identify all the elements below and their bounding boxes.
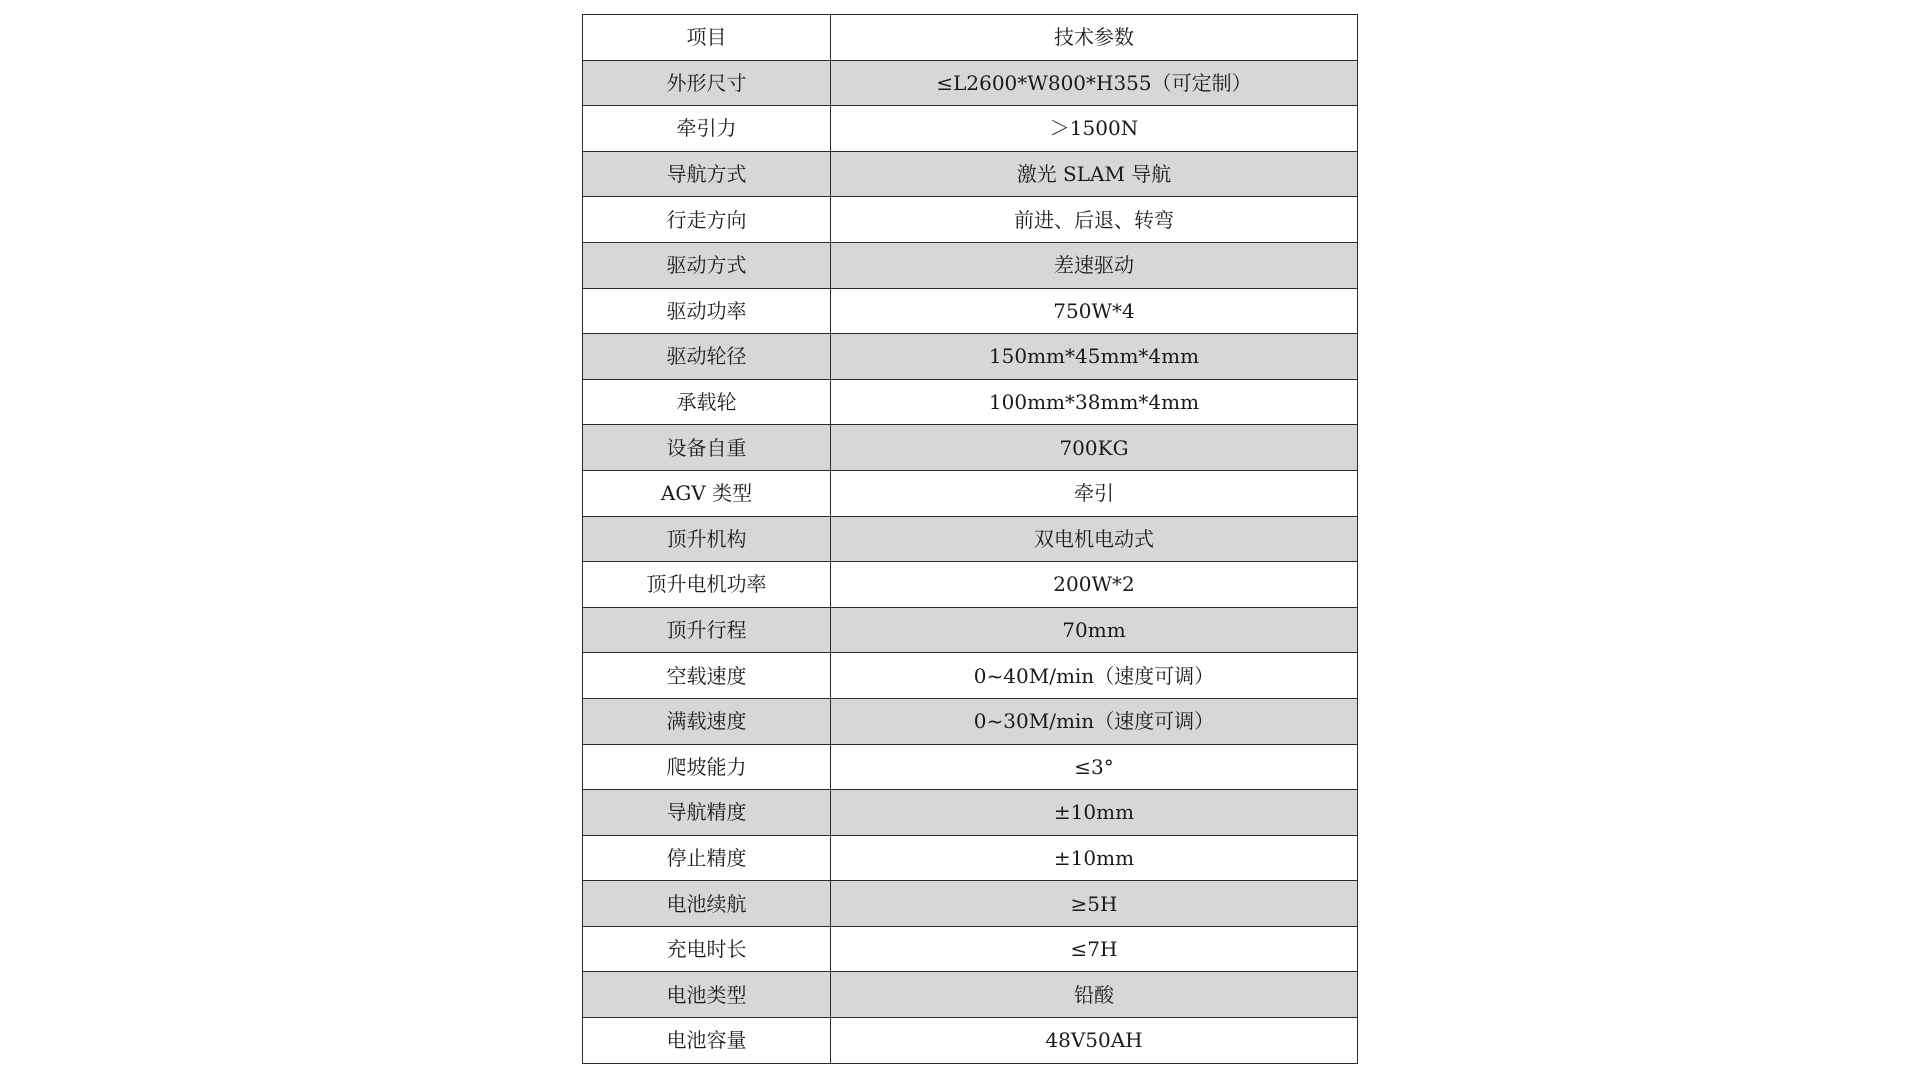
row-item-value: ≤7H [831,926,1358,972]
row-item-label: 导航精度 [583,790,831,836]
table-row [583,881,1358,927]
row-item-value: ±10mm [831,790,1358,836]
row-item-label: 空载速度 [583,653,831,699]
row-item-value: ＞1500N [831,106,1358,152]
table-row [583,242,1358,288]
row-item-value: 700KG [831,425,1358,471]
row-item-label: 顶升电机功率 [583,562,831,608]
row-item-value: 100mm*38mm*4mm [831,379,1358,425]
row-item-value: 200W*2 [831,562,1358,608]
row-item-value: 激光 SLAM 导航 [831,151,1358,197]
table-row [583,607,1358,653]
table-row [583,106,1358,152]
spec-table [582,14,1358,1064]
table-row [583,835,1358,881]
row-item-value: 750W*4 [831,288,1358,334]
table-row [583,197,1358,243]
row-item-label: 电池类型 [583,972,831,1018]
table-row [583,425,1358,471]
row-item-value: 0~30M/min（速度可调） [831,698,1358,744]
row-item-label: AGV 类型 [583,470,831,516]
row-item-label: 承载轮 [583,379,831,425]
row-item-label: 顶升行程 [583,607,831,653]
spec-table-body [583,15,1358,1064]
row-item-value: 前进、后退、转弯 [831,197,1358,243]
row-item-value: 双电机电动式 [831,516,1358,562]
table-row [583,972,1358,1018]
row-item-value: 150mm*45mm*4mm [831,334,1358,380]
table-row [583,744,1358,790]
table-row [583,470,1358,516]
row-item-value: 牵引 [831,470,1358,516]
table-row [583,698,1358,744]
row-item-label: 满载速度 [583,698,831,744]
row-item-label: 驱动功率 [583,288,831,334]
table-row [583,653,1358,699]
row-item-value: 48V50AH [831,1018,1358,1064]
header-item: 项目 [583,15,831,61]
row-item-label: 导航方式 [583,151,831,197]
table-row [583,926,1358,972]
row-item-label: 电池容量 [583,1018,831,1064]
row-item-label: 顶升机构 [583,516,831,562]
table-header-row [583,15,1358,61]
row-item-label: 停止精度 [583,835,831,881]
row-item-value: ≤L2600*W800*H355（可定制） [831,60,1358,106]
table-row [583,334,1358,380]
table-row [583,790,1358,836]
row-item-label: 电池续航 [583,881,831,927]
row-item-label: 驱动方式 [583,242,831,288]
row-item-value: 差速驱动 [831,242,1358,288]
row-item-value: 0~40M/min（速度可调） [831,653,1358,699]
row-item-label: 驱动轮径 [583,334,831,380]
row-item-label: 行走方向 [583,197,831,243]
table-row [583,562,1358,608]
table-row [583,379,1358,425]
row-item-label: 外形尺寸 [583,60,831,106]
row-item-label: 设备自重 [583,425,831,471]
table-row [583,288,1358,334]
row-item-label: 充电时长 [583,926,831,972]
row-item-label: 牵引力 [583,106,831,152]
table-row [583,516,1358,562]
row-item-value: ≥5H [831,881,1358,927]
row-item-value: 铅酸 [831,972,1358,1018]
header-param: 技术参数 [831,15,1358,61]
row-item-value: 70mm [831,607,1358,653]
table-row [583,60,1358,106]
table-row [583,1018,1358,1064]
table-row [583,151,1358,197]
row-item-label: 爬坡能力 [583,744,831,790]
row-item-value: ≤3° [831,744,1358,790]
row-item-value: ±10mm [831,835,1358,881]
